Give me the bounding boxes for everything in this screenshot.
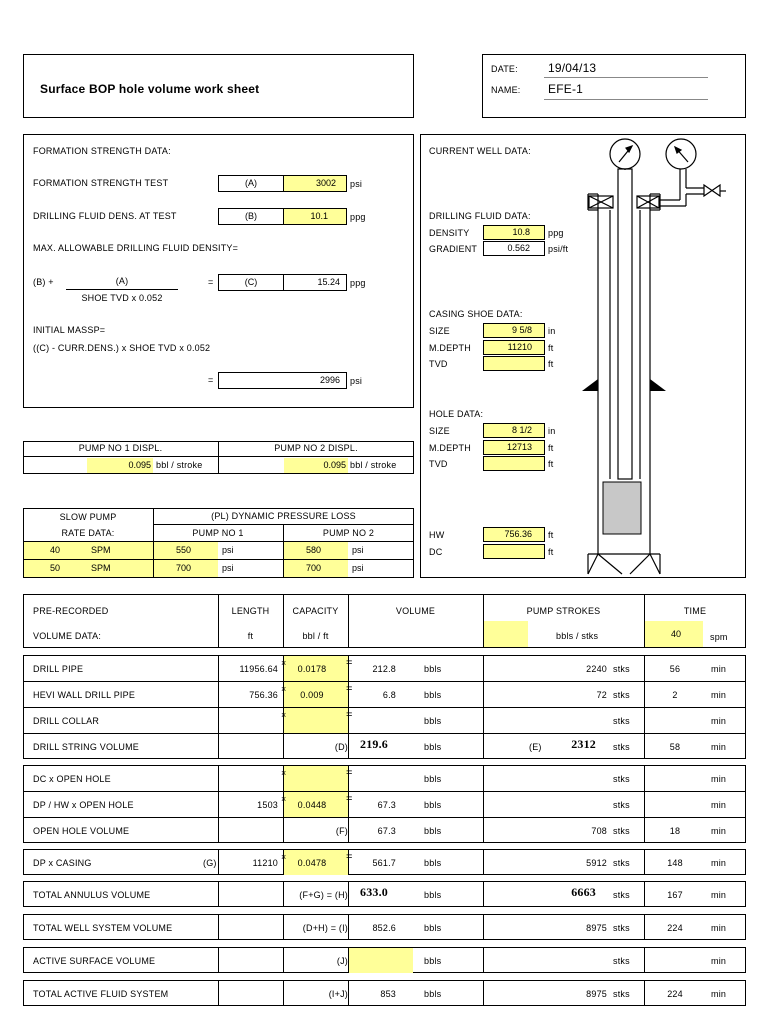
massp-unit: psi: [350, 376, 363, 386]
row-vol-tag: (F): [335, 826, 348, 836]
row-length: 1503: [257, 800, 278, 810]
h-strokes: PUMP STROKES: [526, 606, 601, 616]
row-volume: 6.8: [382, 690, 396, 700]
row-label: DP / HW x OPEN HOLE: [33, 800, 134, 810]
volume-group-6-col-1: [218, 980, 219, 1006]
hole-size-unit: in: [548, 426, 556, 436]
pump2-unit: bbl / stroke: [350, 460, 397, 470]
slow-p2-unit-1: psi: [352, 545, 364, 555]
row-label: ACTIVE SURFACE VOLUME: [33, 956, 156, 966]
fluid-density-unit: ppg: [350, 212, 366, 222]
volume-row-line-6: [23, 817, 746, 818]
row-capacity-cell: [284, 708, 348, 733]
row-label: DRILL COLLAR: [33, 716, 100, 726]
gradient-value: 0.562: [483, 241, 545, 256]
slow-p2-1[interactable]: 580: [284, 542, 348, 559]
volume-row-line-5: [23, 791, 746, 792]
massp-formula: ((C) - CURR.DENS.) x SHOE TVD x 0.052: [33, 343, 211, 353]
hole-size-input[interactable]: 8 1/2: [483, 423, 545, 438]
row-stk-tag: (E): [529, 742, 542, 752]
gradient-unit: psi/ft: [548, 244, 569, 254]
slow-rate-2[interactable]: 50: [24, 560, 86, 577]
h-pre: PRE-RECORDED: [33, 606, 109, 616]
slow-p2-2[interactable]: 700: [284, 560, 348, 577]
name-value[interactable]: EFE-1: [548, 82, 584, 96]
hole-md-unit: ft: [548, 443, 554, 453]
row-stk-unit: stks: [613, 923, 630, 933]
casing-shoe-right-icon: [650, 379, 666, 391]
row-capacity[interactable]: 0.0448: [297, 800, 327, 810]
drill-collar-icon: [603, 482, 641, 534]
c-value: 15.24: [283, 274, 347, 291]
volume-group-5-col-1: [218, 947, 219, 973]
row-time-unit: min: [711, 716, 727, 726]
row-vol-tag: (D+H) = (I): [302, 923, 348, 933]
row-x: ×: [281, 710, 287, 720]
dc-input[interactable]: [483, 544, 545, 559]
casing-tvd-input[interactable]: [483, 356, 545, 371]
row-eq: =: [346, 683, 353, 695]
casing-md-unit: ft: [548, 343, 554, 353]
row-volume: 219.6: [360, 737, 388, 751]
slow-p1-unit-1: psi: [222, 545, 234, 555]
volume-group-6-col-5: [644, 980, 645, 1006]
row-stk-unit: stks: [613, 826, 630, 836]
row-stk-unit: stks: [613, 774, 630, 784]
h-time-unit: spm: [710, 632, 728, 642]
row-volume: 853: [380, 989, 396, 999]
row-x: ×: [281, 794, 287, 804]
h-strokes-unit: bbls / stks: [556, 631, 599, 641]
row-eq: =: [346, 657, 353, 669]
row-label: DRILL PIPE: [33, 664, 84, 674]
volume-group-2-col-5: [644, 849, 645, 875]
row-vol-unit: bbls: [424, 690, 442, 700]
row-volume: 633.0: [360, 885, 388, 899]
casing-size-label: SIZE: [429, 326, 450, 336]
well-schematic: [560, 134, 746, 578]
h-length: LENGTH: [231, 606, 270, 616]
c-tag: (C): [218, 274, 284, 291]
valve-icon: [704, 185, 720, 196]
row-time-unit: min: [711, 956, 727, 966]
row-capacity-cell: [284, 766, 348, 791]
volume-group-3-col-4: [483, 881, 484, 907]
h-capacity: CAPACITY: [292, 606, 339, 616]
volume-header-col-3: [348, 594, 349, 648]
formula-divider: [66, 289, 178, 290]
row-volume: 67.3: [377, 800, 396, 810]
row-time-unit: min: [711, 800, 727, 810]
row-vol-unit: bbls: [424, 858, 442, 868]
slow-p1-1[interactable]: 550: [154, 542, 218, 559]
formation-test-tag: (A): [218, 175, 284, 192]
row-vol-unit: bbls: [424, 826, 442, 836]
date-underline: [544, 77, 708, 78]
row-volume: 852.6: [372, 923, 396, 933]
row-stk-unit: stks: [613, 716, 630, 726]
row-label: DP x CASING: [33, 858, 92, 868]
hole-tvd-input[interactable]: [483, 456, 545, 471]
row-time-unit: min: [711, 858, 727, 868]
row-vol-tag: (I+J): [328, 989, 348, 999]
h-volume: VOLUME: [395, 606, 436, 616]
formula-left: (B) +: [33, 277, 54, 287]
slow-rate-unit-2: SPM: [86, 560, 153, 577]
massp-value: 2996: [218, 372, 347, 389]
row-label: TOTAL ANNULUS VOLUME: [33, 890, 151, 900]
row-time-unit: min: [711, 826, 727, 836]
row-strokes: 8975: [586, 989, 607, 999]
hole-tvd-label: TVD: [429, 459, 448, 469]
slow-rate-1[interactable]: 40: [24, 542, 86, 559]
row-stk-unit: stks: [613, 690, 630, 700]
fluid-density-label: DRILLING FLUID DENS. AT TEST: [33, 211, 177, 221]
row-length: 756.36: [249, 690, 278, 700]
casing-tvd-unit: ft: [548, 359, 554, 369]
pump1-input[interactable]: 0.095: [87, 458, 153, 473]
h-time: TIME: [683, 606, 707, 616]
slow-p1-2[interactable]: 700: [154, 560, 218, 577]
row-vol-unit: bbls: [424, 774, 442, 784]
row-stk-unit: stks: [613, 858, 630, 868]
row-label: TOTAL WELL SYSTEM VOLUME: [33, 923, 173, 933]
hole-tvd-unit: ft: [548, 459, 554, 469]
slow-pump-h3: (PL) DYNAMIC PRESSURE LOSS: [211, 511, 356, 521]
row-x: ×: [281, 768, 287, 778]
name-underline: [544, 99, 708, 100]
volume-row-line-2: [23, 707, 746, 708]
slow-pump-h5: PUMP NO 2: [322, 528, 375, 538]
volume-group-5-col-5: [644, 947, 645, 973]
row-eq: =: [346, 767, 353, 779]
row-time: 18: [669, 826, 681, 836]
row-volume: 561.7: [372, 858, 396, 868]
active-surface-input[interactable]: [349, 948, 413, 973]
row-vol-unit: bbls: [424, 890, 442, 900]
hole-heading: HOLE DATA:: [429, 409, 484, 419]
volume-group-1-col-5: [644, 765, 645, 843]
volume-group-4-col-3: [348, 914, 349, 940]
row-capacity[interactable]: 0.009: [300, 690, 324, 700]
row-strokes: 8975: [586, 923, 607, 933]
row-label: HEVI WALL DRILL PIPE: [33, 690, 136, 700]
row-strokes: 72: [596, 690, 607, 700]
formula-equals: =: [208, 277, 214, 287]
row-eq: =: [346, 793, 353, 805]
pump2-label: PUMP NO 2 DISPL.: [274, 443, 358, 453]
volume-row-line-3: [23, 733, 746, 734]
row-time: 148: [667, 858, 683, 868]
row-stk-unit: stks: [613, 742, 630, 752]
row-label: DRILL STRING VOLUME: [33, 742, 139, 752]
gradient-label: GRADIENT: [429, 244, 478, 254]
slow-pump-h2: RATE DATA:: [61, 528, 115, 538]
casing-shoe-left-icon: [582, 379, 598, 391]
fluid-density-input[interactable]: 10.1: [283, 208, 347, 225]
row-strokes: 2312: [571, 737, 596, 751]
row-time: 224: [667, 989, 683, 999]
h-capacity-unit: bbl / ft: [302, 631, 329, 641]
time-spm-input[interactable]: 40: [645, 621, 703, 647]
row-time-unit: min: [711, 774, 727, 784]
row-length: 11210: [252, 858, 278, 868]
casing-md-input[interactable]: 11210: [483, 340, 545, 355]
date-label: DATE:: [491, 64, 518, 74]
row-vol-tag: (F+G) = (H): [299, 890, 348, 900]
hw-unit: ft: [548, 530, 554, 540]
row-x: ×: [281, 684, 287, 694]
row-vol-unit: bbls: [424, 664, 442, 674]
formation-test-label: FORMATION STRENGTH TEST: [33, 178, 169, 188]
row-vol-unit: bbls: [424, 716, 442, 726]
date-value[interactable]: 19/04/13: [548, 61, 597, 75]
slow-pump-h4: PUMP NO 1: [192, 528, 244, 538]
row-tag: (G): [203, 858, 217, 868]
formation-heading: FORMATION STRENGTH DATA:: [33, 146, 171, 156]
row-time-unit: min: [711, 690, 727, 700]
row-capacity[interactable]: 0.0478: [297, 858, 327, 868]
formula-denominator: SHOE TVD x 0.052: [81, 293, 163, 303]
volume-row-line-1: [23, 681, 746, 682]
row-strokes: 5912: [586, 858, 607, 868]
volume-group-4-col-5: [644, 914, 645, 940]
row-strokes: 708: [591, 826, 607, 836]
well-heading: CURRENT WELL DATA:: [429, 146, 531, 156]
volume-group-5-col-4: [483, 947, 484, 973]
fluid-heading: DRILLING FLUID DATA:: [429, 211, 531, 221]
pump2-input[interactable]: 0.095: [284, 458, 348, 473]
row-eq: =: [346, 709, 353, 721]
row-time: 167: [667, 890, 683, 900]
row-time-unit: min: [711, 664, 727, 674]
density-label: DENSITY: [429, 228, 470, 238]
row-stk-unit: stks: [613, 664, 630, 674]
h-vol-data: VOLUME DATA:: [33, 631, 102, 641]
volume-group-3-col-5: [644, 881, 645, 907]
casing-heading: CASING SHOE DATA:: [429, 309, 523, 319]
dc-label: DC: [429, 547, 443, 557]
row-x: ×: [281, 852, 287, 862]
volume-group-6-col-4: [483, 980, 484, 1006]
volume-group-6-col-3: [348, 980, 349, 1006]
row-vol-tag: (J): [336, 956, 348, 966]
volume-group-3-col-1: [218, 881, 219, 907]
dc-unit: ft: [548, 547, 554, 557]
slow-pump-h1: SLOW PUMP: [59, 512, 117, 522]
volume-group-3-col-3: [348, 881, 349, 907]
row-vol-tag: (D): [334, 742, 348, 752]
row-volume: 212.8: [372, 664, 396, 674]
row-time-unit: min: [711, 890, 727, 900]
max-density-label: MAX. ALLOWABLE DRILLING FLUID DENSITY=: [33, 243, 239, 253]
row-label: OPEN HOLE VOLUME: [33, 826, 130, 836]
slow-rate-unit-1: SPM: [86, 542, 153, 559]
volume-group-4-col-4: [483, 914, 484, 940]
pump1-unit: bbl / stroke: [156, 460, 203, 470]
row-time: 224: [667, 923, 683, 933]
casing-md-label: M.DEPTH: [429, 343, 471, 353]
name-label: NAME:: [491, 85, 521, 95]
hole-md-input[interactable]: 12713: [483, 440, 545, 455]
page-title: Surface BOP hole volume work sheet: [40, 82, 260, 96]
row-stk-unit: stks: [613, 956, 630, 966]
volume-group-2-col-4: [483, 849, 484, 875]
hole-size-label: SIZE: [429, 426, 450, 436]
row-time-unit: min: [711, 989, 727, 999]
row-x: ×: [281, 658, 287, 668]
density-input[interactable]: 10.8: [483, 225, 545, 240]
casing-tvd-label: TVD: [429, 359, 448, 369]
row-time: 58: [669, 742, 681, 752]
row-vol-unit: bbls: [424, 989, 442, 999]
row-length: 11956.64: [239, 664, 278, 674]
fluid-density-tag: (B): [218, 208, 284, 225]
formation-test-unit: psi: [350, 179, 363, 189]
hole-md-label: M.DEPTH: [429, 443, 471, 453]
casing-size-input[interactable]: 9 5/8: [483, 323, 545, 338]
h-length-unit: ft: [247, 631, 254, 641]
c-unit: ppg: [350, 278, 366, 288]
strokes-rate-cell: [484, 621, 528, 647]
row-capacity[interactable]: 0.0178: [297, 664, 327, 674]
row-vol-unit: bbls: [424, 923, 442, 933]
volume-group-4-col-1: [218, 914, 219, 940]
row-time-unit: min: [711, 923, 727, 933]
row-time: 56: [669, 664, 681, 674]
massp-label: INITIAL MASSP=: [33, 325, 106, 335]
casing-size-unit: in: [548, 326, 556, 336]
row-strokes: 6663: [571, 885, 596, 899]
row-vol-unit: bbls: [424, 742, 442, 752]
volume-header-box: [23, 594, 746, 648]
hw-label: HW: [429, 530, 445, 540]
row-volume: 67.3: [377, 826, 396, 836]
volume-group-1-col-4: [483, 765, 484, 843]
row-strokes: 2240: [586, 664, 607, 674]
row-time-unit: min: [711, 742, 727, 752]
row-stk-unit: stks: [613, 800, 630, 810]
row-vol-unit: bbls: [424, 956, 442, 966]
row-eq: =: [346, 851, 353, 863]
slow-p1-unit-2: psi: [222, 563, 234, 573]
hw-input[interactable]: 756.36: [483, 527, 545, 542]
formation-test-input[interactable]: 3002: [283, 175, 347, 192]
formula-numerator: (A): [115, 276, 129, 286]
row-stk-unit: stks: [613, 989, 630, 999]
date-name-box: [482, 54, 746, 118]
row-label: DC x OPEN HOLE: [33, 774, 111, 784]
row-vol-unit: bbls: [424, 800, 442, 810]
slow-p2-unit-2: psi: [352, 563, 364, 573]
pump1-label: PUMP NO 1 DISPL.: [78, 443, 163, 453]
row-stk-unit: stks: [613, 890, 630, 900]
density-unit: ppg: [548, 228, 564, 238]
massp-equals: =: [208, 375, 214, 385]
row-time: 2: [672, 690, 678, 700]
row-label: TOTAL ACTIVE FLUID SYSTEM: [33, 989, 169, 999]
